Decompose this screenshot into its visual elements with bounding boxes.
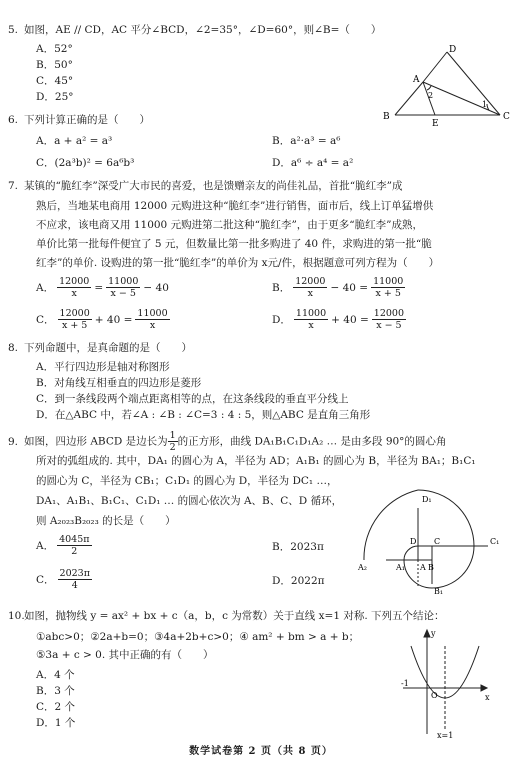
option-letter: A． [36,281,55,294]
stem-line: DA₁、A₁B₁、B₁C₁、C₁D₁ … 的圆心依次为 A、B、C、D 循环， [36,495,343,507]
option: A．4 个 [36,669,75,681]
fraction: $\frac{12000}{x + 5}$ [59,308,90,331]
fraction: $\frac{11000}{x - 5}$ [108,276,139,299]
question-6-stem [8,112,150,128]
label-C: C [503,112,510,122]
label-A2: A₂ [358,563,367,572]
option-B: B． $\frac{12000}{x}$ − 40 = $\frac{11000}{x + 5}$ [272,276,404,299]
label-angle-1: 1 [482,100,488,109]
fraction: $\frac{2023\pi}{4}$ [59,568,90,591]
option: C．到一条线段两个端点距离相等的点，在这条线段的垂直平分线上 [36,393,349,405]
question-8-stem [8,340,192,356]
option-C: C． $\frac{2023\pi}{4}$ [36,568,90,591]
option: C．(2a³b)² = 6a⁶b³ [36,157,135,169]
fraction: $\frac{4045\pi}{2}$ [59,534,90,557]
label-A1: A₁ [396,563,405,572]
label-B1: B₁ [434,587,444,596]
q10-parabola-figure [395,626,495,738]
stem-line: 所对的弧组成的. 其中，DA₁ 的圆心为 A，半径为 AD；A₁B₁ 的圆心为 B，半径为 BA₁；B₁C₁ [36,455,476,467]
option: B．a²·a³ = a⁶ [272,135,341,147]
option: D．在△ABC 中，若∠A : ∠B : ∠C=3 : 4 : 5，则△ABC 是直角三角形 [36,409,371,421]
stem-line: 熟后，当地某电商用 12000 元购进这种“脆红李”进行销售，面市后，线上订单猛增供 [36,200,434,212]
label-B: B [383,112,390,122]
option-D: D． $\frac{11000}{x}$ + 40 = $\frac{12000}{x - 5}$ [272,308,405,331]
option: B．3 个 [36,685,75,697]
fraction: $\frac{11000}{x}$ [137,308,168,331]
fraction: $\frac{11000}{x}$ [295,308,327,331]
option: A．平行四边形是轴对称图形 [36,361,170,373]
question-number: 10. [8,610,25,622]
option: B．对角线互相垂直的四边形是菱形 [36,377,202,389]
option-A: A． $\frac{4045\pi}{2}$ [36,534,90,557]
stem-line: 红李”的单价. 设购进的第一批“脆红李”的单价为 x元/件，根据题意可列方程为（ ） [36,257,440,269]
label-D1: D₁ [422,495,432,504]
stem-text: 下列命题中，是真命题的是（ ） [24,342,192,354]
label-D: D [449,45,457,55]
option: B．50° [36,59,73,71]
label-x-equals-1: x=1 [437,731,454,738]
q9-spiral-figure [356,488,516,600]
option-letter: C． [36,313,55,326]
question-10-stem [8,608,445,624]
stem-line: 则 A₂₀₂₃B₂₀₂₃ 的长是（ ） [36,515,176,527]
label-angle-2: 2 [428,91,434,100]
option-letter: B． [272,281,291,294]
question-9-stem: 9. 如图，四边形 ABCD 是边长为 $\frac{1}{2}$ 的正方形，曲线 DA₁B₁C₁D₁A₂ … 是由多段 90°的圆心角 [8,430,447,453]
option: C．2 个 [36,701,76,713]
fraction: $\frac{12000}{x}$ [59,276,90,299]
stem-line: ①abc>0；②2a+b=0；③4a+2b+c>0；④ am² + bm > a + b； [36,631,360,643]
stem-text: 如图，抛物线 y = ax² + bx + c（a，b，c 为常数）关于直线 x=1 对称. 下列五个结论： [24,610,445,622]
label-A: A [420,563,426,572]
option-C: C． $\frac{12000}{x + 5}$ + 40 = $\frac{11000}{x}$ [36,308,168,331]
question-number: 6. [8,114,19,126]
option-letter: D． [272,313,291,326]
option: A．52° [36,43,73,55]
stem-line: 不应求，该电商又用 11000 元购进第二批这种“脆红李”，由于更多“脆红李”成熟， [36,219,424,231]
label-origin: O [431,691,438,700]
question-number: 9. [8,435,19,448]
question-5-stem [8,22,381,38]
stem-text: 下列计算正确的是（ ） [24,114,150,126]
q5-geometry-figure [375,40,515,132]
option: D．1 个 [36,717,76,729]
question-number: 7. [8,180,19,192]
label-B: B [428,563,434,572]
stem-line: 的圆心为 C，半径为 CB₁；C₁D₁ 的圆心为 D，半径为 DC₁ …， [36,475,338,487]
fraction: $\frac{12000}{x - 5}$ [373,308,405,331]
label-C1: C₁ [490,537,500,546]
option: D．25° [36,91,74,103]
option-B: B．2023π [272,541,324,553]
option-A: A． $\frac{12000}{x}$ = $\frac{11000}{x - 5}$ − 40 [36,276,169,299]
label-x: x [485,693,490,702]
label-E: E [432,119,439,129]
question-7-stem [8,178,402,194]
option-D: D．2022π [272,575,325,587]
label-D: D [410,537,417,546]
stem-line: ⑤3a + c > 0. 其中正确的有（ ） [36,649,214,661]
stem-line: 某镇的“脆红李”深受广大市民的喜爱，也是馈赠亲友的尚佳礼品，首批“脆红李”成 [24,180,403,192]
fraction: $\frac{12000}{x}$ [295,276,326,299]
label-A: A [413,75,420,85]
fraction: $\frac{11000}{x + 5}$ [373,276,404,299]
label-minus-1: -1 [401,679,409,688]
option: D．a⁶ ÷ a⁴ = a² [272,157,354,169]
question-number: 8. [8,342,19,354]
question-number: 5. [8,24,19,36]
fraction-half: $\frac{1}{2}$ [169,430,176,453]
page-footer: 数学试卷第 2 页（共 8 页） [189,746,333,757]
stem-line: 单价比第一批每件便宜了 5 元，但数量比第一批多购进了 40 件，求购进的第一批“脆 [36,238,432,250]
stem-text: 如图，AE // CD，AC 平分∠BCD，∠2=35°，∠D=60°，则∠B=（ ） [24,24,382,36]
option: A．a + a² = a³ [36,135,113,147]
label-C: C [434,537,441,546]
option: C．45° [36,75,74,87]
label-y: y [431,629,436,638]
